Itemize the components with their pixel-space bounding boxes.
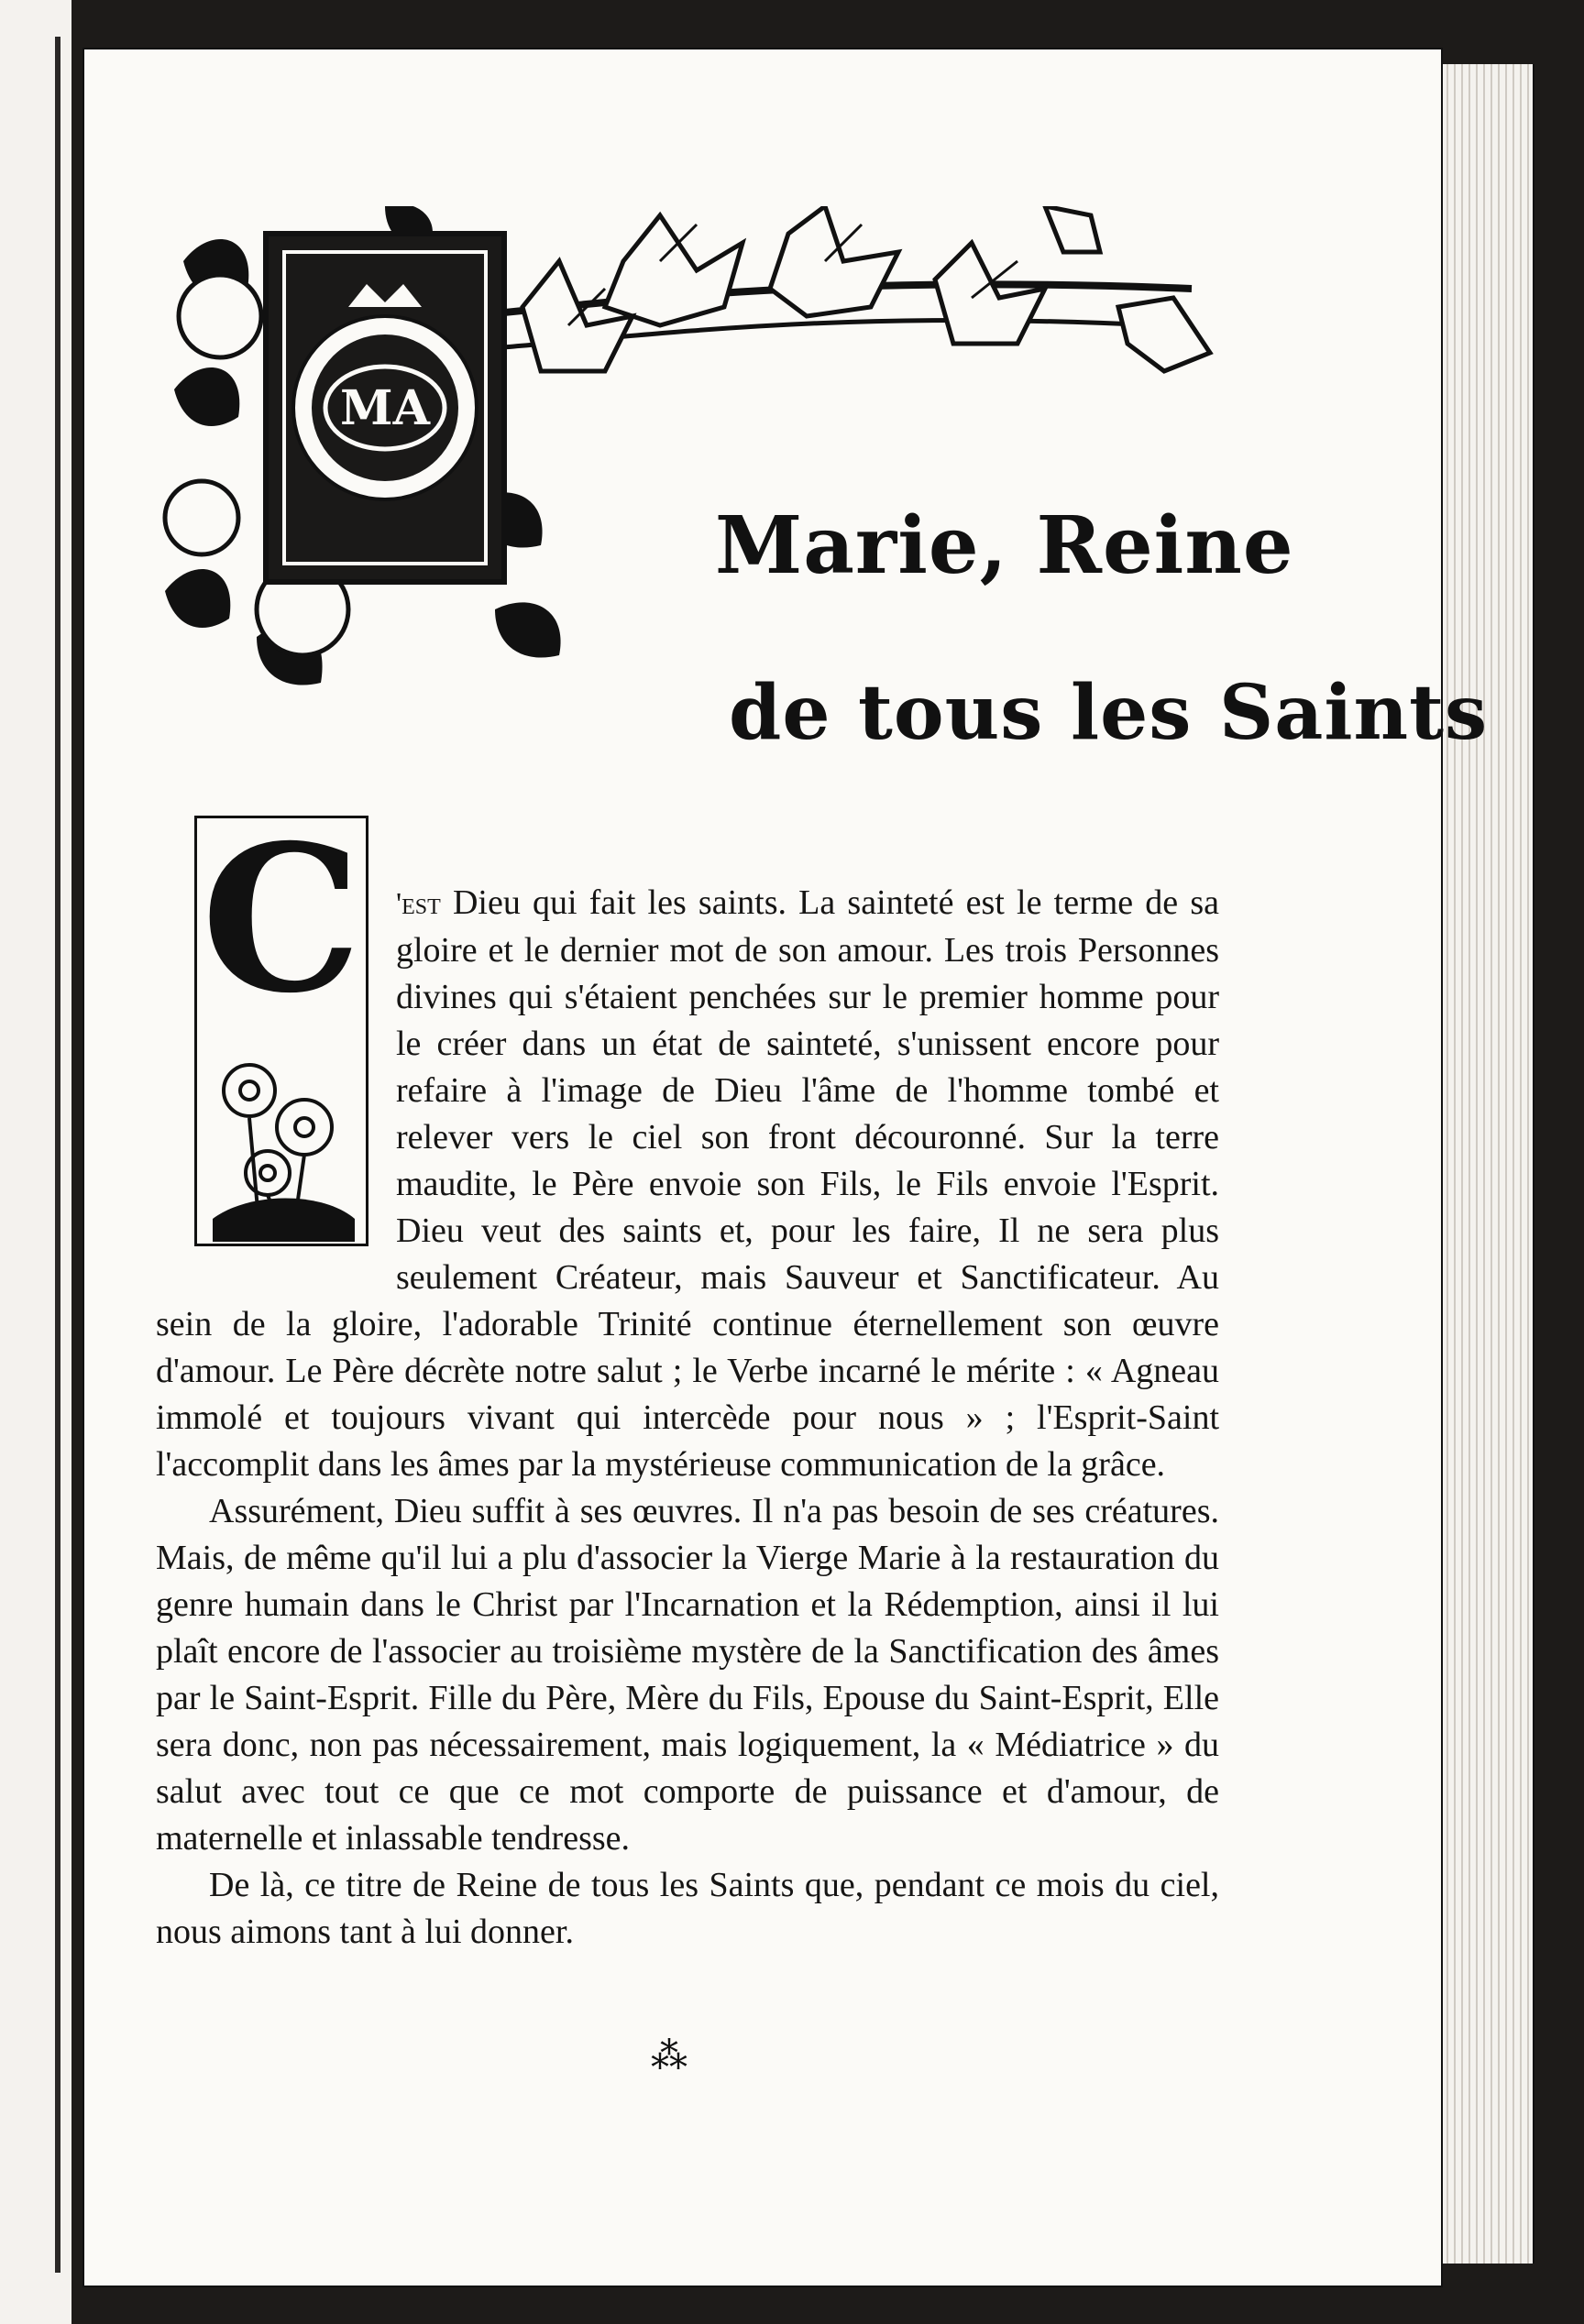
paragraph-2: Assurément, Dieu suffit à ses œuvres. Il n'a pas besoin de ses créatures. Mais, de même qu'il lui a plu d'associer la Vierge Marie à la restauration du genre humain dans le Christ par l'Incarnation et la Rédemption, ainsi il lui plaît encore de l'associer au troisième mystère de la Sanctification des âmes par le Saint-Esprit. Fille du Père, Mère du Fils, Epouse du Saint-Esprit, Elle sera donc, non pas nécessairement, mais logiquement, la « Médiatrice » du salut avec tout ce que ce mot comporte de puissance et d'amour, de maternelle et inlassable tendresse. — [156, 1492, 1219, 1858]
paragraph-3: De là, ce titre de Reine de tous les Saints que, pendant ce mois du ciel, nous aimons tant à lui donner. — [156, 1866, 1219, 1951]
asterism: ⁂ — [651, 2035, 688, 2077]
monogram-text: MA — [340, 380, 430, 436]
floral-ornament-header — [147, 206, 1219, 738]
chapter-title-line2: de tous les Saints — [729, 669, 1489, 757]
paragraph-1 — [156, 880, 1219, 1488]
left-page-edge — [0, 0, 72, 2324]
page-stack-edges — [1441, 64, 1533, 2264]
chapter-title-line1: Marie, Reine — [715, 499, 1294, 592]
paragraph-1-text: Dieu qui fait les saints. La sainteté est le terme de sa gloire et le dernier mot de son amour. Les trois Personnes divines qui s'étaient penchées sur le premier homme pour le créer dans un état de sainteté, s'unissent encore pour refaire à l'image de Dieu l'âme de l'homme tombé et relever vers le ciel son front découronné. Sur la terre maudite, le Père envoie son Fils, le Fils envoie l'Esprit. Dieu veut des saints et, pour les faire, Il ne sera plus seulement Créateur, mais Sauveur et Sanctificateur. Au sein de la gloire, l'adorable Trinité continue éternellement son œuvre d'amour. Le Père décrète notre salut ; le Verbe incarné le mérite : « Agneau immolé et toujours vivant qui intercède pour nous » ; l'Esprit-Saint l'accomplit dans les âmes par la mystérieuse communication de la grâce. — [156, 883, 1219, 1484]
paragraph-1-lead: 'est — [396, 887, 441, 921]
body-text — [156, 880, 1219, 1956]
dropcap-letter: C — [201, 816, 362, 1037]
